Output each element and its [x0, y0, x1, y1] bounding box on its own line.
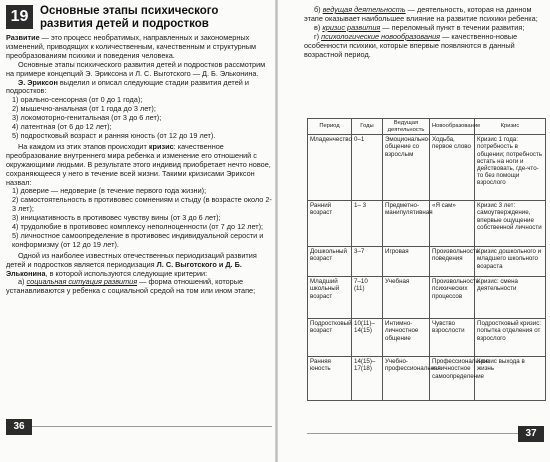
criterion-g-text: — качественно-новые особенности психики, которые впервые появляются в данный возрастной период.	[304, 31, 518, 59]
paragraph-erikson	[6, 79, 272, 97]
cell-activity: Учебно-профессиональная	[383, 357, 430, 401]
criterion-b-text: — деятельность, которая на данном этапе оказывает наибольшее влияние на развитие психики ребенка;	[304, 5, 538, 23]
criterion-g	[304, 33, 544, 60]
cell-crisis: Подростковый кризис: попытка отделения от взрослого	[475, 319, 546, 357]
cell-period: Ранний возраст	[308, 201, 352, 247]
cell-years: 0–1	[352, 135, 383, 201]
footer-rule-left	[32, 426, 272, 427]
crisis-item: 3) инициативность в противовес чувству вины (от 3 до 6 лет);	[12, 213, 221, 223]
cell-activity: Предметно-манипулятивная	[383, 201, 430, 247]
table-row	[308, 319, 546, 357]
section-title: Основные этапы психического развития детей и подростков	[40, 5, 219, 30]
periodization-text-a: Одной из наиболее известных отечественных периодизаций развития детей и подростков является периодизация	[6, 250, 257, 269]
cell-neoformation: Произвольность поведения	[430, 247, 475, 277]
criterion-a-prefix: а)	[18, 277, 27, 287]
cell-neoformation: Профессиональное и личностное самоопределение	[430, 357, 475, 401]
cell-activity: Игровая	[383, 247, 430, 277]
stage-item: 5) подростковый возраст и ранняя юность (от 12 до 19 лет).	[12, 130, 216, 140]
periodization-table	[307, 118, 546, 401]
cell-period: Дошкольный возраст	[308, 247, 352, 277]
intro-text: — это процесс необратимых, направленных и закономерных изменений, приводящих к количественным, качественным и структурным преобразованиям психики и поведения человека.	[6, 33, 256, 60]
stage-item: 2) мышечно-анальная (от 1 года до 3 лет);	[12, 104, 156, 114]
criterion-b-prefix: б)	[314, 5, 323, 14]
periodization-text-b: , в которой используются следующие критерии:	[45, 268, 208, 278]
stage-item: 1) орально-сенсорная (от 0 до 1 года);	[12, 95, 143, 105]
cell-period: Подростковый возраст	[308, 319, 352, 357]
cell-crisis: Кризис выхода в жизнь	[475, 357, 546, 401]
crisis-item: 4) трудолюбие в противовес комплексу неполноценности (от 7 до 12 лет);	[12, 222, 264, 232]
cell-period: Ранняя юность	[308, 357, 352, 401]
criterion-a-text: — форма отношений, которые устанавливаются у ребенка с социальной средой на том или ином этапе;	[6, 277, 256, 296]
cell-neoformation: Произвольность психических процессов	[430, 277, 475, 319]
book-gutter	[275, 0, 278, 462]
crisis-item: 1) доверие — недоверие (в течение первого года жизни);	[12, 186, 207, 196]
crisis-item: 5) личностное самоопределение в противовес индивидуальной серости и конформизму (от 12 до 19 лет).	[12, 230, 264, 249]
term-neoformations: психологические новообразования	[321, 31, 441, 41]
table-row	[308, 247, 546, 277]
term-development: Развитие	[6, 33, 40, 42]
left-page-text	[6, 34, 272, 296]
cell-years: 7–10 (11)	[352, 277, 383, 319]
erikson-text: выделил и описал следующие стадии развития детей и подростков:	[6, 77, 249, 96]
cell-activity: Эмоционально-общение со взрослым	[383, 135, 430, 201]
cell-crisis: Кризис 1 года: потребность в общении; потребность встать на ноги и действовать, где-что-то без помощи взрослого	[475, 135, 546, 201]
cell-neoformation: Чувство взрослости	[430, 319, 475, 357]
term-crisis: кризис	[148, 141, 174, 151]
table-row	[308, 135, 546, 201]
paragraph-periodization	[6, 252, 272, 279]
term-social-situation: социальная ситуация развития	[26, 277, 138, 287]
name-erikson: Э. Эриксон	[18, 77, 58, 87]
cell-years: 3–7	[352, 247, 383, 277]
term-development-crisis: кризис развития	[322, 22, 381, 32]
paragraph-concepts: Основные этапы психического развития детей и подростков рассмотрим на примере концепций Э. Эриксона и Л. С. Выготского — Д. Б. Эльконина.	[6, 59, 266, 78]
cell-activity: Учебная	[383, 277, 430, 319]
crisis-text-a: На каждом из этих этапов происходит	[18, 141, 149, 151]
cell-neoformation: Ходьба, первое слово	[430, 135, 475, 201]
cell-crisis: Кризис: смена деятельности	[475, 277, 546, 319]
cell-neoformation: «Я сам»	[430, 201, 475, 247]
criterion-v-prefix: в)	[314, 22, 323, 32]
crisis-text-b: : качественное преобразование внутреннего мира ребенка и изменение его отношений с окружающими людьми. В результате этого индивид приобретает нечто новое, сохраняющееся у него в течение всей жизни. Такими кризисами Эриксон назвал:	[6, 141, 271, 187]
footer-rule-right	[307, 433, 518, 434]
cell-crisis: Кризис 3 лет: самоутверждение, впервые ощущение собственной личности	[475, 201, 546, 247]
header-years: Годы	[352, 119, 383, 135]
table-row	[308, 201, 546, 247]
names-vygotsky-elkonin: Л. С. Выготского и Д. Б. Эльконина	[6, 259, 242, 278]
header-crisis: Кризис	[475, 119, 546, 135]
stage-item: 3) локомоторно-генитальная (от 3 до 6 лет);	[12, 113, 162, 123]
cell-years: 14(15)–17(18)	[352, 357, 383, 401]
stage-item: 4) латентная (от 6 до 12 лет);	[12, 122, 112, 132]
cell-years: 1– 3	[352, 201, 383, 247]
paragraph-crisis	[6, 143, 272, 188]
criterion-a	[6, 278, 272, 296]
criterion-b	[304, 6, 544, 24]
header-leading-activity: Ведущая деятельность	[383, 119, 430, 135]
crisis-item: 2) самостоятельность в противовес сомнениям и стыду (в возрасте около 2-3 лет);	[12, 195, 272, 214]
cell-activity: Интимно-личностное общение	[383, 319, 430, 357]
intro-paragraph	[6, 34, 272, 61]
header-period: Период	[308, 119, 352, 135]
criterion-g-prefix: г)	[314, 31, 322, 41]
page-number-left: 36	[6, 419, 32, 435]
cell-period: Младший школьный возраст	[308, 277, 352, 319]
table-row	[308, 277, 546, 319]
cell-years: 10(11)–14(15)	[352, 319, 383, 357]
page-number-right: 37	[518, 426, 544, 442]
term-leading-activity: ведущая деятельность	[322, 5, 406, 14]
table-row	[308, 357, 546, 401]
cell-crisis: Кризис дошкольного и младшего школьного возраста	[475, 247, 546, 277]
cell-period: Младенчество	[308, 135, 352, 201]
section-number: 19	[6, 5, 33, 29]
table-header-row	[308, 119, 546, 135]
right-page-text	[304, 6, 544, 59]
header-neoformation: Новообразование	[430, 119, 475, 135]
criterion-v-text: — переломный пункт в течении развития;	[380, 22, 525, 32]
